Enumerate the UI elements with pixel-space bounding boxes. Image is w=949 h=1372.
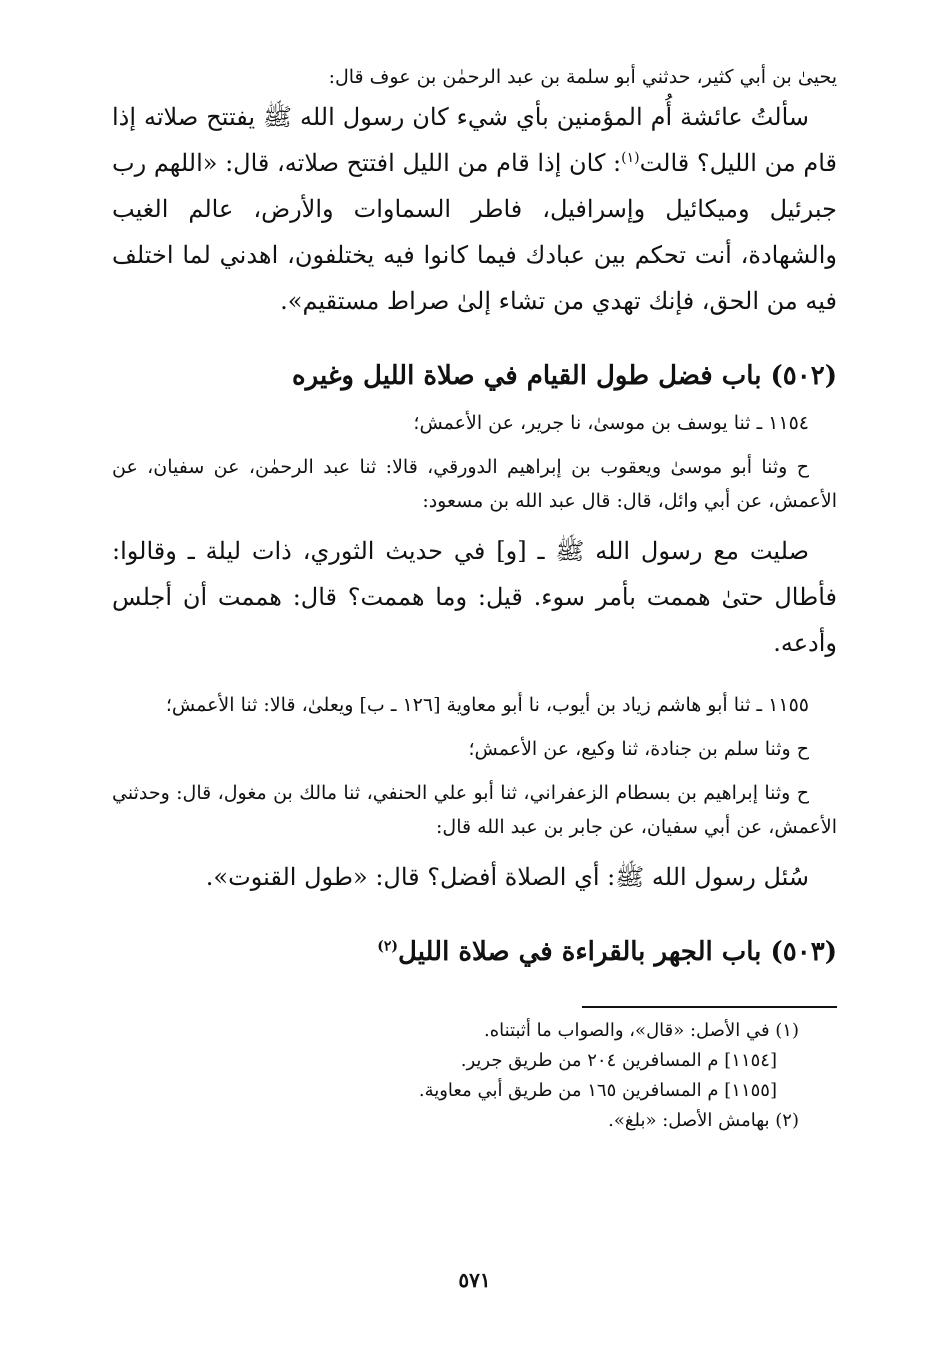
isnad-1155-a: ١١٥٥ ـ ثنا أبو هاشم زياد بن أيوب، نا أبو معاوية [١٢٦ ـ ب] ويعلىٰ، قالا: ثنا الأعمش؛ (165, 694, 809, 716)
chapter-heading-503-text: (٥٠٣) باب الجهر بالقراءة في صلاة الليل (398, 937, 837, 967)
footnote-divider (582, 1006, 837, 1008)
footnote-marker-2: (٢) (377, 938, 399, 955)
isnad-1155-c: ح وثنا إبراهيم بن بسطام الزعفراني، ثنا أبو علي الحنفي، ثنا مالك بن مغول، قال: وحدثني الأعمش، عن أبي سفيان، عن جابر بن عبد الله قال: (112, 782, 837, 838)
hadith-1153-text (112, 94, 837, 324)
opening-line: يحيىٰ بن أبي كثير، حدثني أبو سلمة بن عبد الرحمٰن بن عوف قال: (328, 66, 837, 88)
matn-1155: سُئل رسول الله ﷺ: أي الصلاة أفضل؟ قال: «طول القنوت». (205, 863, 809, 891)
chapter-heading-502: (٥٠٢) باب فضل طول القيام في صلاة الليل وغيره (292, 361, 837, 391)
hadith-1153-part-b: : كان إذا قام من الليل افتتح صلاته، قال: «اللهم رب جبرئيل وميكائيل وإسرافيل، فاطر السماوات والأرض، عالم الغيب والشهادة، أنت تحكم بين عبادك فيما كانوا فيه يختلفون، اهدني لما اختلف فيه من الحق، فإنك تهدي من تشاء إلىٰ صراط مستقيم». (112, 149, 837, 315)
chapter-heading-503 (112, 932, 837, 972)
footnote-marker-1: (١) (621, 150, 640, 166)
isnad-1154-a: ١١٥٤ ـ ثنا يوسف بن موسىٰ، نا جرير، عن الأعمش؛ (413, 412, 809, 434)
matn-1154: صليت مع رسول الله ﷺ ـ [و] في حديث الثوري، ذات ليلة ـ وقالوا: فأطال حتىٰ هممت بأمر سوء. قيل: وما هممت؟ قال: هممت أن أجلس وأدعه. (112, 537, 838, 657)
hadith-1153-part-a: سألتُ عائشة أُم المؤمنين بأي شيء كان رسول الله ﷺ يفتتح صلاته إذا قام من الليل؟ قالت (112, 103, 837, 177)
isnad-1155-b: ح وثنا سلم بن جنادة، ثنا وكيع، عن الأعمش؛ (468, 738, 809, 760)
footnote-2: (٢) بهامش الأصل: «بلغ». (608, 1110, 799, 1131)
isnad-1154-b: ح وثنا أبو موسىٰ ويعقوب بن إبراهيم الدورقي، قالا: ثنا عبد الرحمٰن، عن سفيان، عن الأعمش، عن أبي وائل، قال: قال عبد الله بن مسعود: (112, 456, 837, 512)
footnote-1: (١) في الأصل: «قال»، والصواب ما أثبتناه. (483, 1020, 799, 1041)
reference-1154: [١١٥٤] م المسافرين ٢٠٤ من طريق جرير. (460, 1050, 777, 1071)
page-number: ٥٧١ (458, 1268, 491, 1292)
reference-1155: [١١٥٥] م المسافرين ١٦٥ من طريق أبي معاوية. (418, 1080, 777, 1101)
